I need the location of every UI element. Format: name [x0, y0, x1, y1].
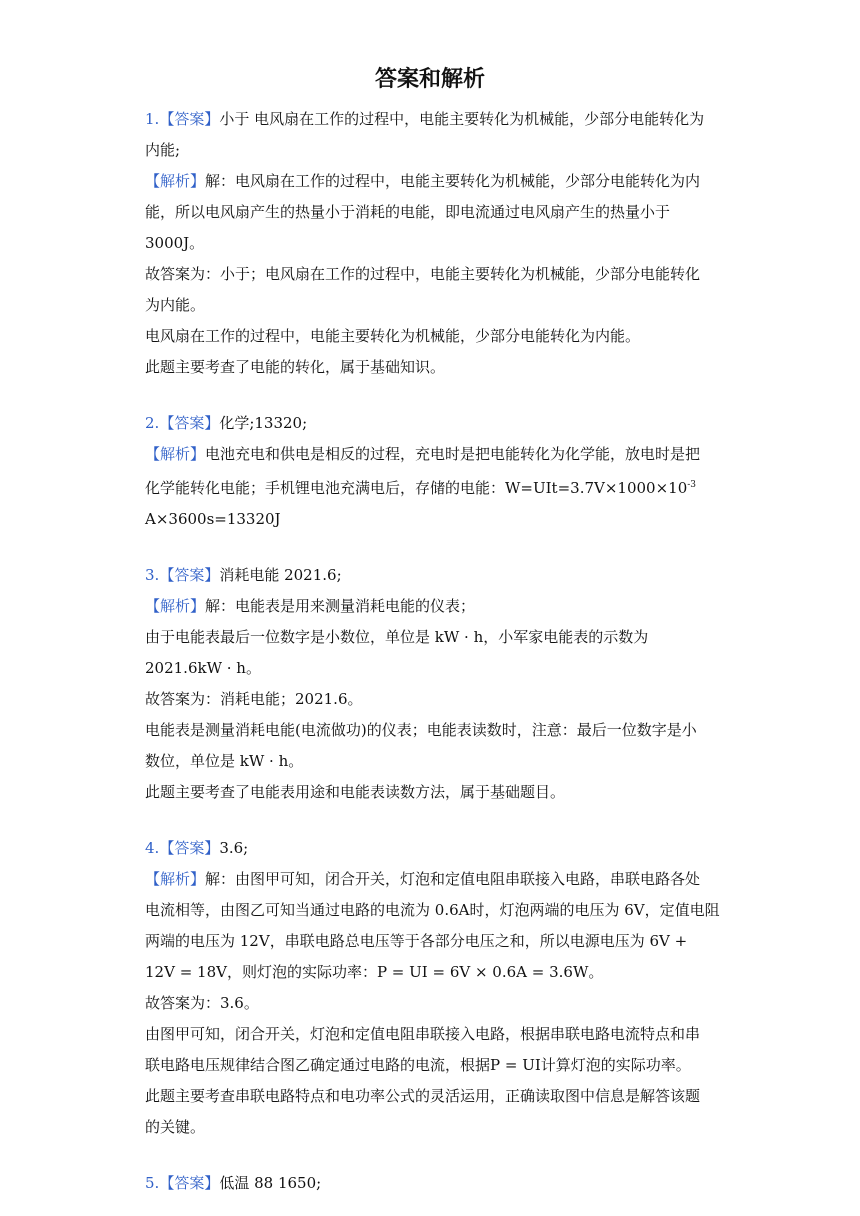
analysis-text: 由图甲可知，闭合开关，灯泡和定值电阻串联接入电路，根据串联电路电流特点和串: [145, 1025, 701, 1043]
answer-tag: 【答案】: [159, 566, 220, 584]
analysis-text: 两端的电压为 12V，串联电路总电压等于各部分电压之和，所以电源电压为 6V +: [145, 932, 688, 950]
analysis-text: 故答案为：3.6。: [145, 994, 259, 1012]
analysis-tag: 【解析】: [145, 870, 206, 888]
analysis-text: 故答案为：消耗电能；2021.6。: [145, 690, 363, 708]
item-number: 3.: [145, 566, 160, 584]
item-number: 2.: [145, 414, 160, 432]
analysis-text: 故答案为：小于；电风扇在工作的过程中，电能主要转化为机械能，少部分电能转化: [145, 265, 701, 283]
analysis-text: 2021.6kW · h。: [145, 659, 261, 677]
answer-text: 化学;13320;: [219, 414, 308, 432]
answer-item-4: [145, 833, 725, 1143]
analysis-text: 3000J。: [145, 234, 205, 252]
answer-item-2: [145, 408, 725, 535]
answer-tag: 【答案】: [159, 414, 220, 432]
analysis-text: 此题主要考查了电能表用途和电能表读数方法，属于基础题目。: [145, 783, 566, 801]
analysis-text: 电池充电和供电是相反的过程，充电时是把电能转化为化学能，放电时是把: [205, 445, 701, 463]
analysis-tag: 【解析】: [145, 597, 206, 615]
exponent: -3: [687, 480, 697, 490]
analysis-text: 解：电风扇在工作的过程中，电能主要转化为机械能，少部分电能转化为内: [205, 172, 701, 190]
analysis-text: 此题主要考查串联电路特点和电功率公式的灵活运用，正确读取图中信息是解答该题: [145, 1087, 701, 1105]
answer-tag: 【答案】: [159, 1174, 220, 1192]
analysis-tag: 【解析】: [145, 445, 206, 463]
analysis-text: 电能表是测量消耗电能(电流做功)的仪表；电能表读数时，注意：最后一位数字是小: [145, 721, 697, 739]
answer-item-5: [145, 1168, 725, 1199]
analysis-text: 数位，单位是 kW · h。: [145, 752, 304, 770]
answer-text: 内能;: [145, 141, 181, 159]
answer-text: 小于 电风扇在工作的过程中，电能主要转化为机械能，少部分电能转化为: [219, 110, 705, 128]
answer-tag: 【答案】: [159, 839, 220, 857]
analysis-text: 解：电能表是用来测量消耗电能的仪表；: [205, 597, 476, 615]
item-number: 1.: [145, 110, 160, 128]
analysis-text: 此题主要考查了电能的转化，属于基础知识。: [145, 358, 446, 376]
analysis-text: 为内能。: [145, 296, 206, 314]
answer-text: 消耗电能 2021.6;: [219, 566, 342, 584]
answer-item-3: [145, 560, 725, 808]
answer-text: 低温 88 1650;: [219, 1174, 322, 1192]
item-number: 5.: [145, 1174, 160, 1192]
page-title: 答案和解析: [374, 67, 485, 92]
answer-item-1: [145, 104, 725, 383]
analysis-text: 电流相等，由图乙可知当通过电路的电流为 0.6A时，灯泡两端的电压为 6V，定值电阻: [145, 901, 720, 919]
item-number: 4.: [145, 839, 160, 857]
analysis-text: 解：由图甲可知，闭合开关，灯泡和定值电阻串联接入电路，串联电路各处: [205, 870, 701, 888]
analysis-text: 化学能转化电能；手机锂电池充满电后，存储的电能：W=UIt=3.7V×1000×10: [145, 479, 688, 497]
analysis-text: 能，所以电风扇产生的热量小于消耗的电能，即电流通过电风扇产生的热量小于: [145, 203, 671, 221]
analysis-text: 联电路电压规律结合图乙确定通过电路的电流，根据P = UI计算灯泡的实际功率。: [145, 1056, 691, 1074]
analysis-text: 由于电能表最后一位数字是小数位，单位是 kW · h，小军家电能表的示数为: [145, 628, 649, 646]
analysis-text: 电风扇在工作的过程中，电能主要转化为机械能，少部分电能转化为内能。: [145, 327, 641, 345]
answer-list: [145, 104, 725, 1199]
answer-text: 3.6;: [219, 839, 249, 857]
analysis-tag: 【解析】: [145, 172, 206, 190]
analysis-text: A×3600s=13320J: [145, 510, 281, 528]
analysis-text: 的关键。: [145, 1118, 206, 1136]
answer-tag: 【答案】: [159, 110, 220, 128]
analysis-text: 12V = 18V，则灯泡的实际功率：P = UI = 6V × 0.6A = 3.6W。: [145, 963, 604, 981]
